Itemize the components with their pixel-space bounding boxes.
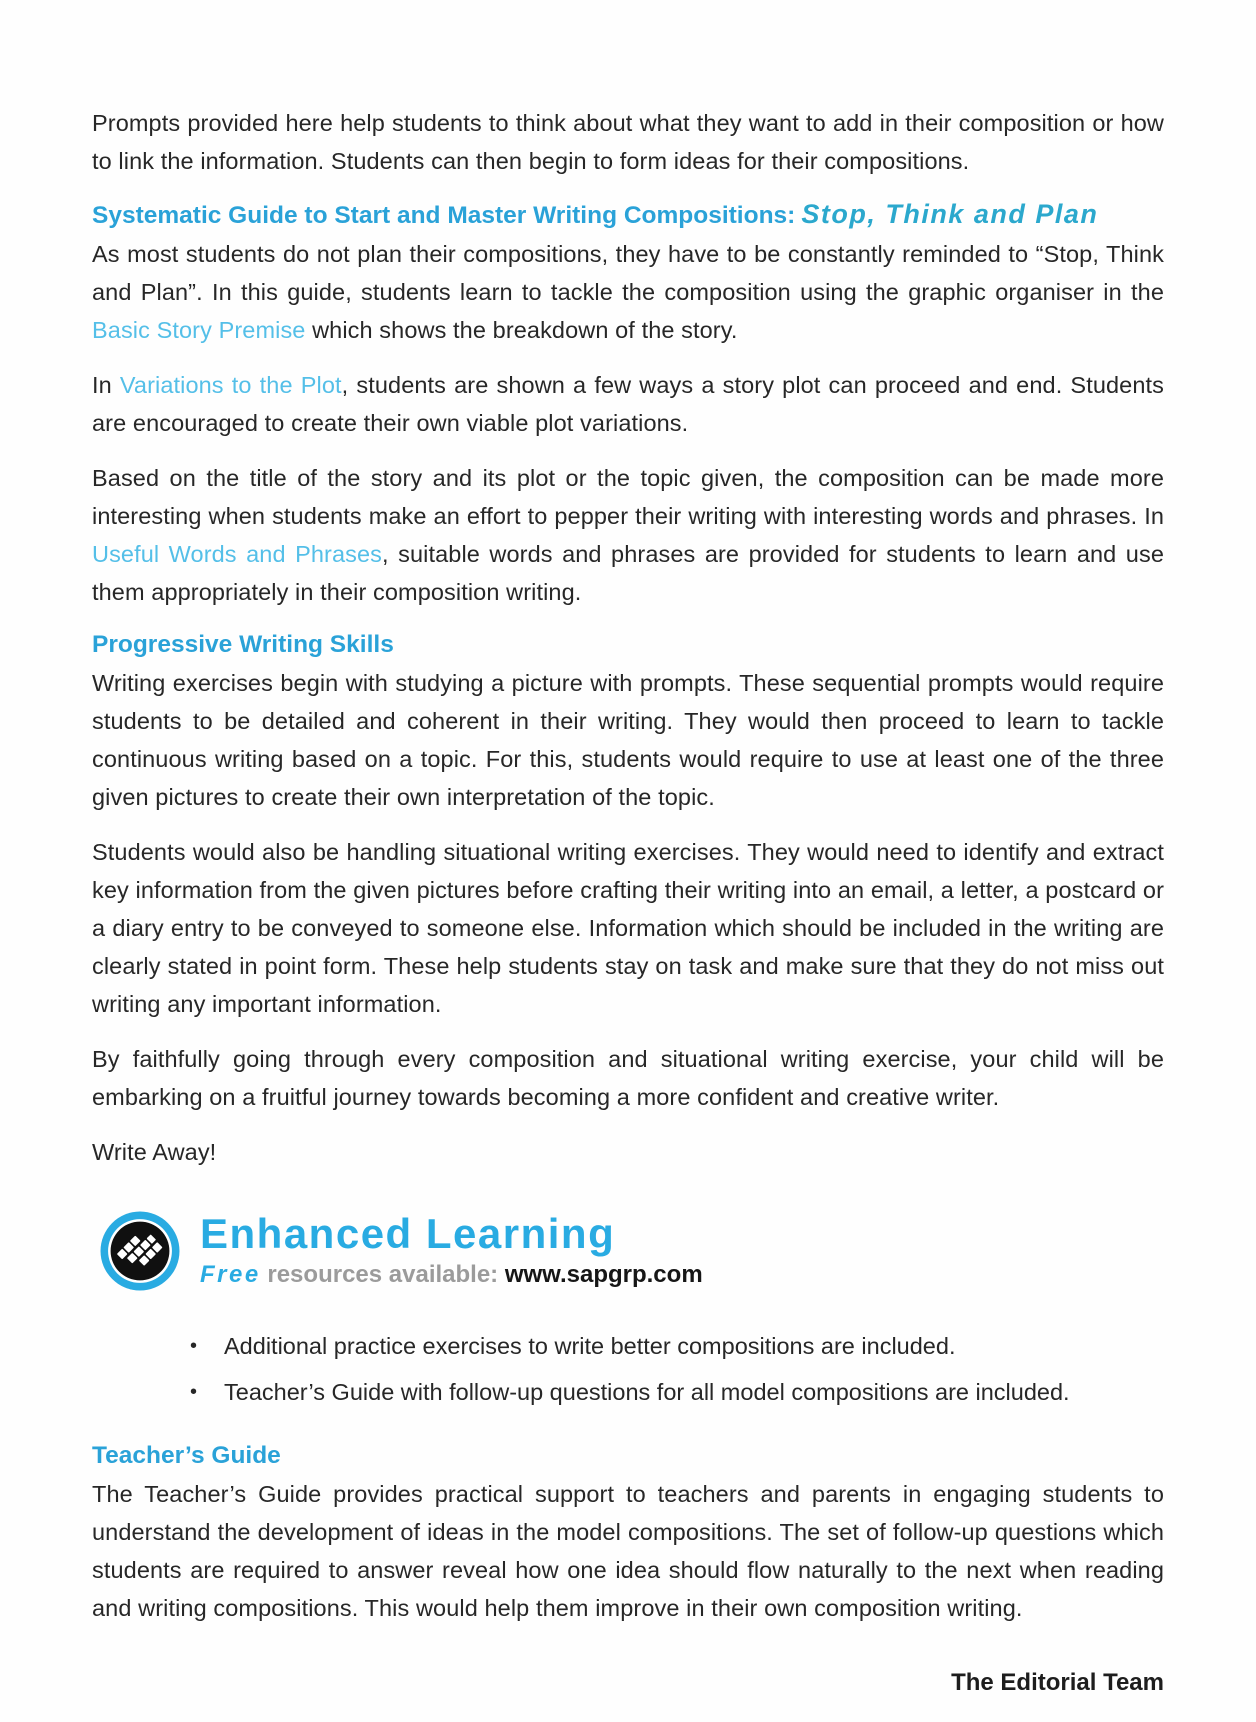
sapgrp-url: www.sapgrp.com	[504, 1261, 703, 1288]
heading-systematic-guide-text: Systematic Guide to Start and Master Writing Compositions:	[92, 202, 796, 229]
paragraph-text: , students are shown a few ways a story plot can proceed and end. Students are encouraged to create their own viable plot variations.	[92, 372, 1164, 436]
bullet-item-teachers-guide	[190, 1373, 1164, 1411]
intro-paragraph: Prompts provided here help students to think about what they want to add in their composition or how to link the information. Students can then begin to form ideas for their compositions.	[92, 110, 1164, 174]
editorial-team-signature: The Editorial Team	[951, 1669, 1164, 1696]
progressive-paragraph-2: Students would also be handling situational writing exercises. They would need to identify and extract key information from the given pictures before crafting their writing into an email, a letter, a postcard or a diary entry to be conveyed to someone else. Information which should be included in the writing are clearly stated in point form. These help students stay on task and make sure that they do not miss out writing any important information.	[92, 839, 1164, 1017]
systematic-paragraph-2	[92, 366, 1164, 442]
progressive-paragraph-3: By faithfully going through every composition and situational writing exercise, your child will be embarking on a fruitful journey towards becoming a more confident and creative writer.	[92, 1046, 1164, 1110]
teachers-guide-paragraph: The Teacher’s Guide provides practical support to teachers and parents in engaging students to understand the development of ideas in the model compositions. The set of follow-up questions which students are required to answer reveal how one idea should flow naturally to the next when reading and writing compositions. This would help them improve in their own composition writing.	[92, 1481, 1164, 1621]
bullet-text: Additional practice exercises to write better compositions are included.	[224, 1333, 956, 1359]
enhanced-learning-text-block	[200, 1212, 703, 1290]
write-away-line: Write Away!	[92, 1139, 217, 1165]
bullet-glyph: •	[190, 1335, 198, 1357]
paragraph-text: , suitable words and phrases are provided for students to learn and use them appropriately in their composition writing.	[92, 541, 1164, 605]
progressive-paragraph-1: Writing exercises begin with studying a picture with prompts. These sequential prompts would require students to be detailed and coherent in their writing. They would then proceed to learn to tackle continuous writing based on a topic. For this, students would require to use at least one of the three given pictures to create their own interpretation of the topic.	[92, 670, 1164, 810]
paragraph-text: As most students do not plan their compositions, they have to be constantly reminded to “Stop, Think and Plan”. In this guide, students learn to tackle the composition using the graphic organiser in the	[92, 241, 1164, 305]
variations-to-the-plot-reference: Variations to the Plot	[119, 372, 342, 398]
bullet-item-additional-practice	[190, 1327, 1164, 1365]
paragraph-text: which shows the breakdown of the story.	[305, 317, 738, 343]
basic-story-premise-reference: Basic Story Premise	[92, 317, 306, 343]
free-label: Free	[200, 1261, 261, 1288]
enhanced-learning-title: Enhanced Learning	[200, 1210, 616, 1257]
paragraph-text: In	[92, 372, 120, 398]
systematic-paragraph-1	[92, 235, 1164, 349]
bullet-text: Teacher’s Guide with follow-up questions for all model compositions are included.	[224, 1379, 1070, 1405]
bullet-glyph: •	[190, 1381, 198, 1403]
systematic-paragraph-3	[92, 459, 1164, 611]
paragraph-text: Based on the title of the story and its plot or the topic given, the composition can be made more interesting when students make an effort to pepper their writing with interesting words and phrases. In	[92, 465, 1164, 529]
sap-publisher-logo-icon	[98, 1209, 182, 1293]
heading-progressive-writing-skills: Progressive Writing Skills	[92, 631, 394, 658]
resources-available-label: resources available:	[260, 1261, 505, 1288]
useful-words-phrases-reference: Useful Words and Phrases	[92, 541, 383, 567]
enhanced-learning-bullet-list	[92, 1327, 1164, 1411]
heading-teachers-guide: Teacher’s Guide	[92, 1442, 281, 1469]
enhanced-learning-tagline	[200, 1260, 703, 1290]
enhanced-learning-logo	[98, 1201, 1164, 1301]
heading-systematic-guide	[92, 197, 1164, 233]
heading-script-stop-think-plan: Stop, Think and Plan	[801, 199, 1099, 229]
